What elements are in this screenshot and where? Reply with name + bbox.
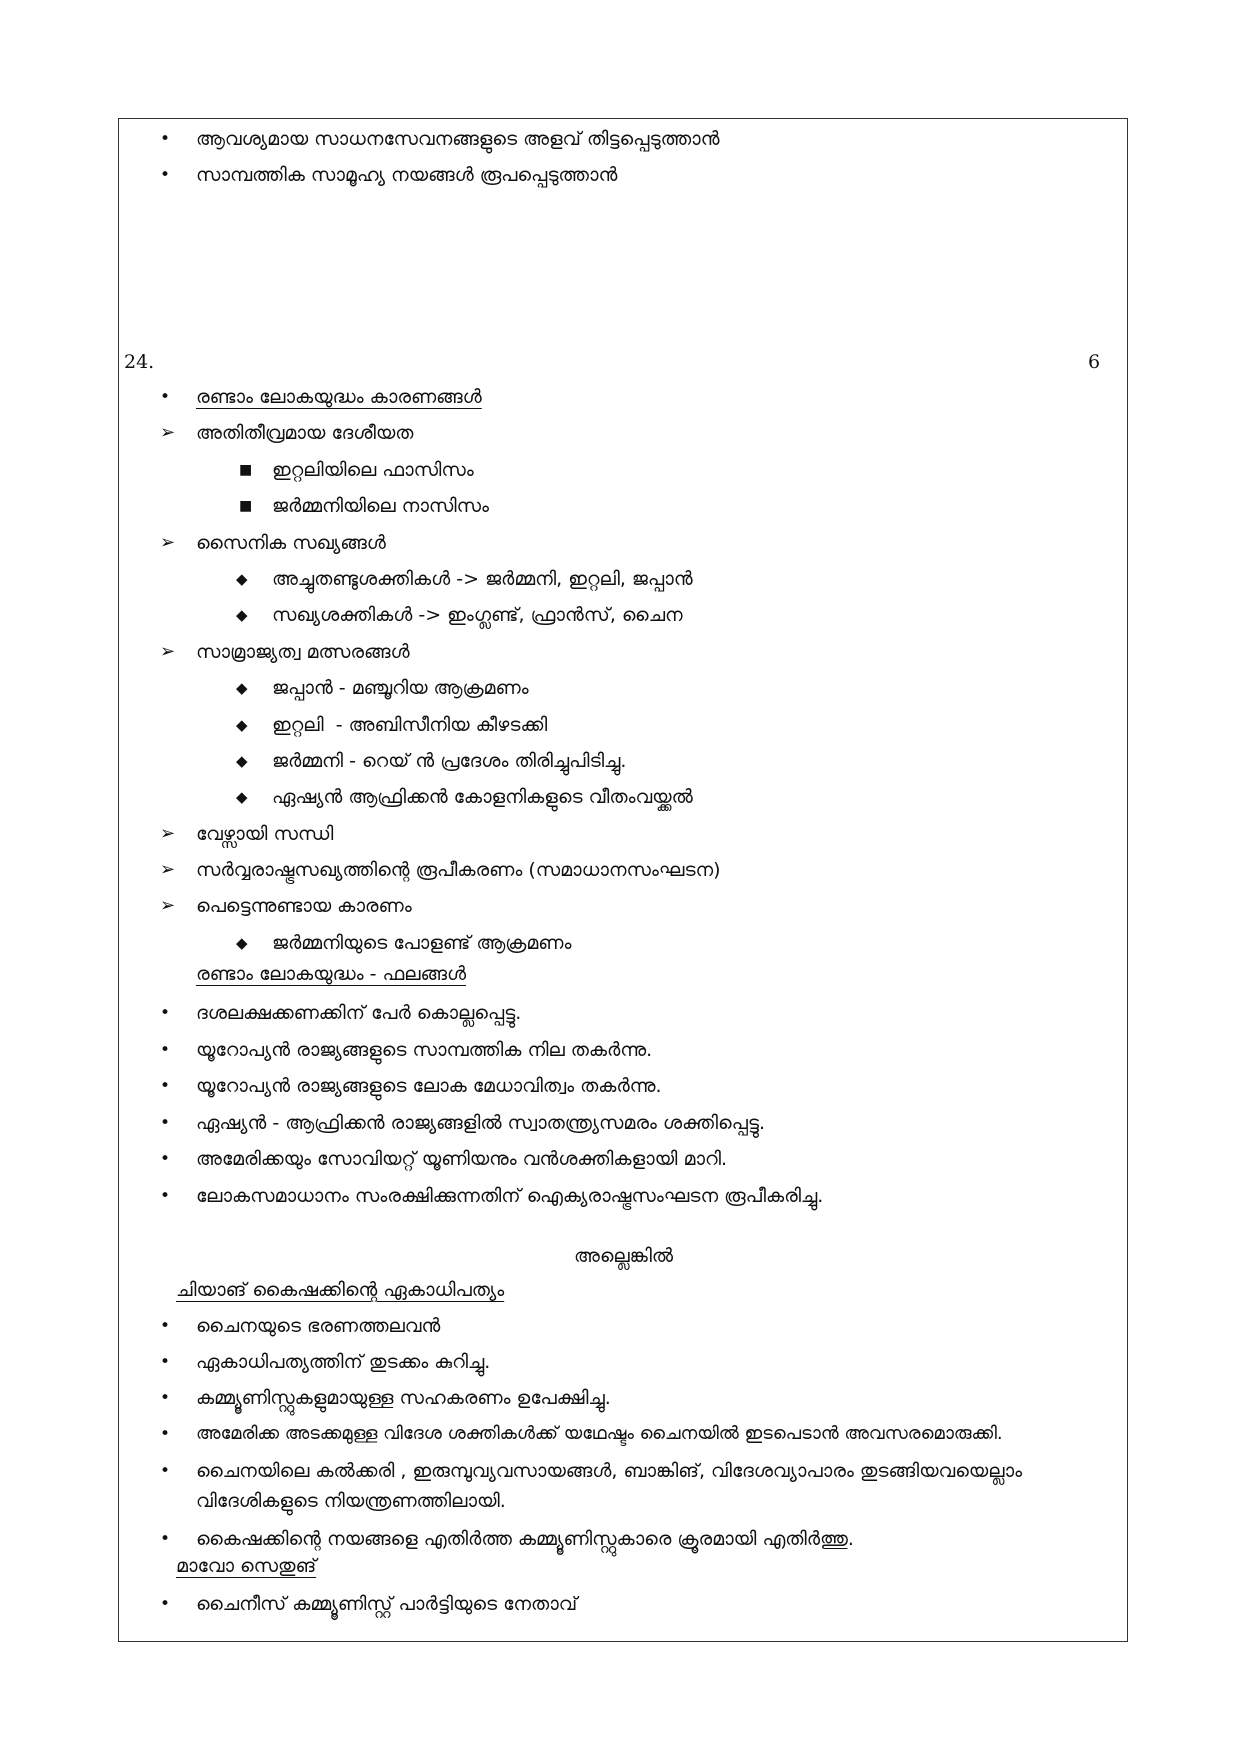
list-item: ജപ്പാൻ - മഞ്ചൂറിയ ആക്രമണം [272,677,529,699]
list-item: സാമ്പത്തിക സാമൂഹ്യ നയങ്ങൾ രൂപപ്പെടുത്താൻ [196,164,618,186]
bullet-marker: • [160,1352,171,1372]
list-item: അച്ചുതണ്ടുശക്തികൾ -> ജർമ്മനി, ഇറ്റലി, ജപ്പാൻ [272,568,693,590]
bullet-marker: • [160,1186,171,1206]
diamond-bullet-icon: ◆ [236,679,248,697]
arrow-bullet-icon: ➢ [160,422,176,443]
arrow-bullet-icon: ➢ [160,895,176,916]
arrow-bullet-icon: ➢ [160,532,176,553]
list-item: ചൈനയുടെ ഭരണത്തലവൻ [196,1315,441,1337]
arrow-bullet-icon: ➢ [160,859,176,880]
list-item: ലോകസമാധാനം സംരക്ഷിക്കുന്നതിന് ഐക്യരാഷ്ട്രസംഘടന രൂപീകരിച്ചു. [196,1185,824,1207]
list-item: ജർമ്മനിയിലെ നാസിസം [272,495,489,517]
bullet-marker: • [160,165,171,185]
question-marks: 6 [1088,351,1101,373]
bullet-marker: • [160,1316,171,1336]
bullet-marker: • [160,1113,171,1133]
bullet-marker: • [160,1529,171,1549]
cause-versailles: വേഴ്സായി സന്ധി [196,823,334,845]
list-item: ചൈനയിലെ കൽക്കരി , ഇരുമ്പുവ്യവസായങ്ങൾ, ബാങ്കിങ്, വിദേശവ്യാപാരം തുടങ്ങിയവയെല്ലാം വിദേശികളുടെ നിയന്ത്രണത്തിലായി. [196,1460,1023,1512]
list-item: കമ്മ്യൂണിസ്റ്റുകളുമായുള്ള സഹകരണം ഉപേക്ഷിച്ചു. [196,1387,611,1409]
list-item: ജർമ്മനിയുടെ പോളണ്ട് ആക്രമണം [272,932,572,954]
diamond-bullet-icon: ◆ [236,716,248,734]
cause-alliances: സൈനിക സഖ്യങ്ങൾ [196,532,386,554]
bullet-marker: • [160,387,171,407]
arrow-bullet-icon: ➢ [160,823,176,844]
list-item: ഇറ്റലി - അബിസീനിയ കീഴടക്കി [272,714,548,736]
bullet-marker: • [160,1424,171,1444]
bullet-marker: • [160,129,171,149]
diamond-bullet-icon: ◆ [236,934,248,952]
list-item: ആവശ്യമായ സാധനസേവനങ്ങളുടെ അളവ് തിട്ടപ്പെടുത്താൻ [196,128,720,150]
mao-heading: മാവോ സെതുങ് [176,1555,317,1577]
list-item: യൂറോപ്യൻ രാജ്യങ്ങളുടെ സാമ്പത്തിക നില തകർന്നു. [196,1039,653,1061]
bullet-marker: • [160,1076,171,1096]
list-item: ഏകാധിപത്യത്തിന് തുടക്കം കുറിച്ചു. [196,1351,491,1373]
cause-league: സർവ്വരാഷ്ട്രസഖ്യത്തിന്റെ രൂപീകരണം (സമാധാനസംഘടന) [196,859,721,881]
list-item: ദശലക്ഷക്കണക്കിന് പേർ കൊല്ലപ്പെട്ടു. [196,1002,522,1024]
square-bullet-icon: ■ [239,462,253,478]
bullet-marker: • [160,1594,171,1614]
list-item: ജർമ്മനി - റെയ് ൻ പ്രദേശം തിരിച്ചുപിടിച്ചു. [272,750,627,772]
bullet-marker: • [160,1003,171,1023]
chiang-heading: ചിയാങ് കൈഷക്കിന്റെ ഏകാധിപത്യം [176,1279,505,1301]
diamond-bullet-icon: ◆ [236,752,248,770]
arrow-bullet-icon: ➢ [160,641,176,662]
cause-imperialism: സാമ്രാജ്യത്വ മത്സരങ്ങൾ [196,641,410,663]
effects-heading: രണ്ടാം ലോകയുദ്ധം - ഫലങ്ങൾ [196,963,467,985]
list-item: സഖ്യശക്തികൾ -> ഇംഗ്ലണ്ട്, ഫ്രാൻസ്, ചൈന [272,604,683,626]
diamond-bullet-icon: ◆ [236,570,248,588]
list-item: അമേരിക്കയും സോവിയറ്റ് യൂണിയനും വൻശക്തികളായി മാറി. [196,1148,727,1170]
list-item: അമേരിക്ക അടക്കമുള്ള വിദേശ ശക്തികൾക്ക് യഥേഷ്ടം ചൈനയിൽ ഇടപെടാൻ അവസരമൊരുക്കി. [196,1423,1003,1444]
bullet-marker: • [160,1388,171,1408]
bullet-marker: • [160,1040,171,1060]
list-item: ഏഷ്യൻ - ആഫ്രിക്കൻ രാജ്യങ്ങളിൽ സ്വാതന്ത്ര്യസമരം ശക്തിപ്പെട്ടു. [196,1112,765,1134]
bullet-marker: • [160,1461,171,1481]
cause-immediate: പെട്ടെന്നുണ്ടായ കാരണം [196,895,412,917]
cause-nationalism: അതിതീവ്രമായ ദേശീയത [196,422,414,444]
or-label: അല്ലെങ്കിൽ [574,1245,674,1267]
square-bullet-icon: ■ [239,498,253,514]
diamond-bullet-icon: ◆ [236,606,248,624]
list-item: ഏഷ്യൻ ആഫ്രിക്കൻ കോളനികളുടെ വീതംവയ്ക്കൽ [272,786,693,808]
question-number: 24. [124,351,155,373]
causes-heading: രണ്ടാം ലോകയുദ്ധം കാരണങ്ങൾ [196,386,482,408]
list-item: കൈഷക്കിന്റെ നയങ്ങളെ എതിർത്ത കമ്മ്യൂണിസ്റ്റുകാരെ ക്രൂരമായി എതിർത്തു. [196,1528,854,1550]
list-item: ചൈനീസ് കമ്മ്യൂണിസ്റ്റ് പാർട്ടിയുടെ നേതാവ് [196,1593,578,1615]
bullet-marker: • [160,1149,171,1169]
list-item: യൂറോപ്യൻ രാജ്യങ്ങളുടെ ലോക മേധാവിത്വം തകർന്നു. [196,1075,662,1097]
diamond-bullet-icon: ◆ [236,788,248,806]
list-item: ഇറ്റലിയിലെ ഫാസിസം [272,459,474,481]
